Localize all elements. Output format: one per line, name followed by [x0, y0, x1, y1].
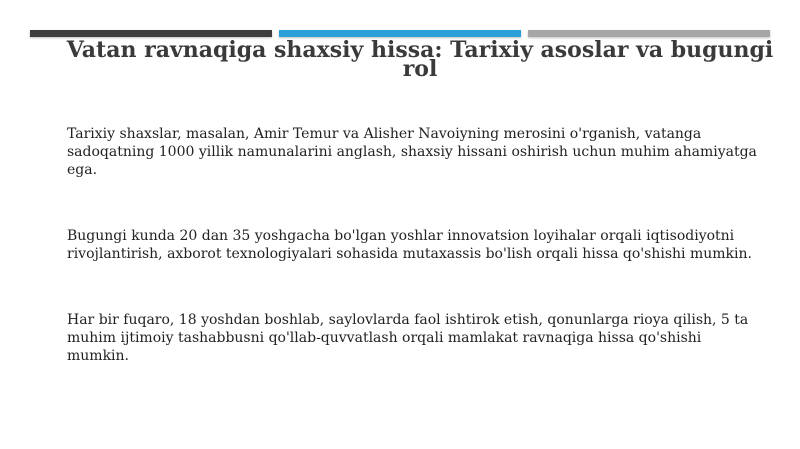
- paragraph-historical-figures: Tarixiy shaxslar, masalan, Amir Temur va Alisher Navoiyning merosini o'rganish, vatanga sadoqatning 1000 yillik namunalarini anglash, shaxsiy hissani oshirish uchun muhim ahamiyatga ega.: [67, 126, 757, 178]
- header-bar-gray: [528, 30, 770, 37]
- slide-title: Vatan ravnaqiga shaxsiy hissa: Tarixiy asoslar va bugungi rol: [66, 37, 774, 82]
- paragraph-citizen-contribution: Har bir fuqaro, 18 yoshdan boshlab, saylovlarda faol ishtirok etish, qonunlarga rioya qilish, 5 ta muhim ijtimoiy tashabbusni qo'llab-quvvatlash orqali mamlakat ravnaqiga hissa qo'shishi mumkin.: [67, 312, 749, 364]
- slide-body: [67, 125, 767, 365]
- header-bar-dark: [30, 30, 272, 37]
- paragraph-youth-contribution: Bugungi kunda 20 dan 35 yoshgacha bo'lgan yoshlar innovatsion loyihalar orqali iqtisodiyotni rivojlantirish, axborot texnologiyalari sohasida mutaxassis bo'lish orqali hissa qo'shishi mumkin.: [67, 228, 752, 262]
- header-bar-blue: [279, 30, 521, 37]
